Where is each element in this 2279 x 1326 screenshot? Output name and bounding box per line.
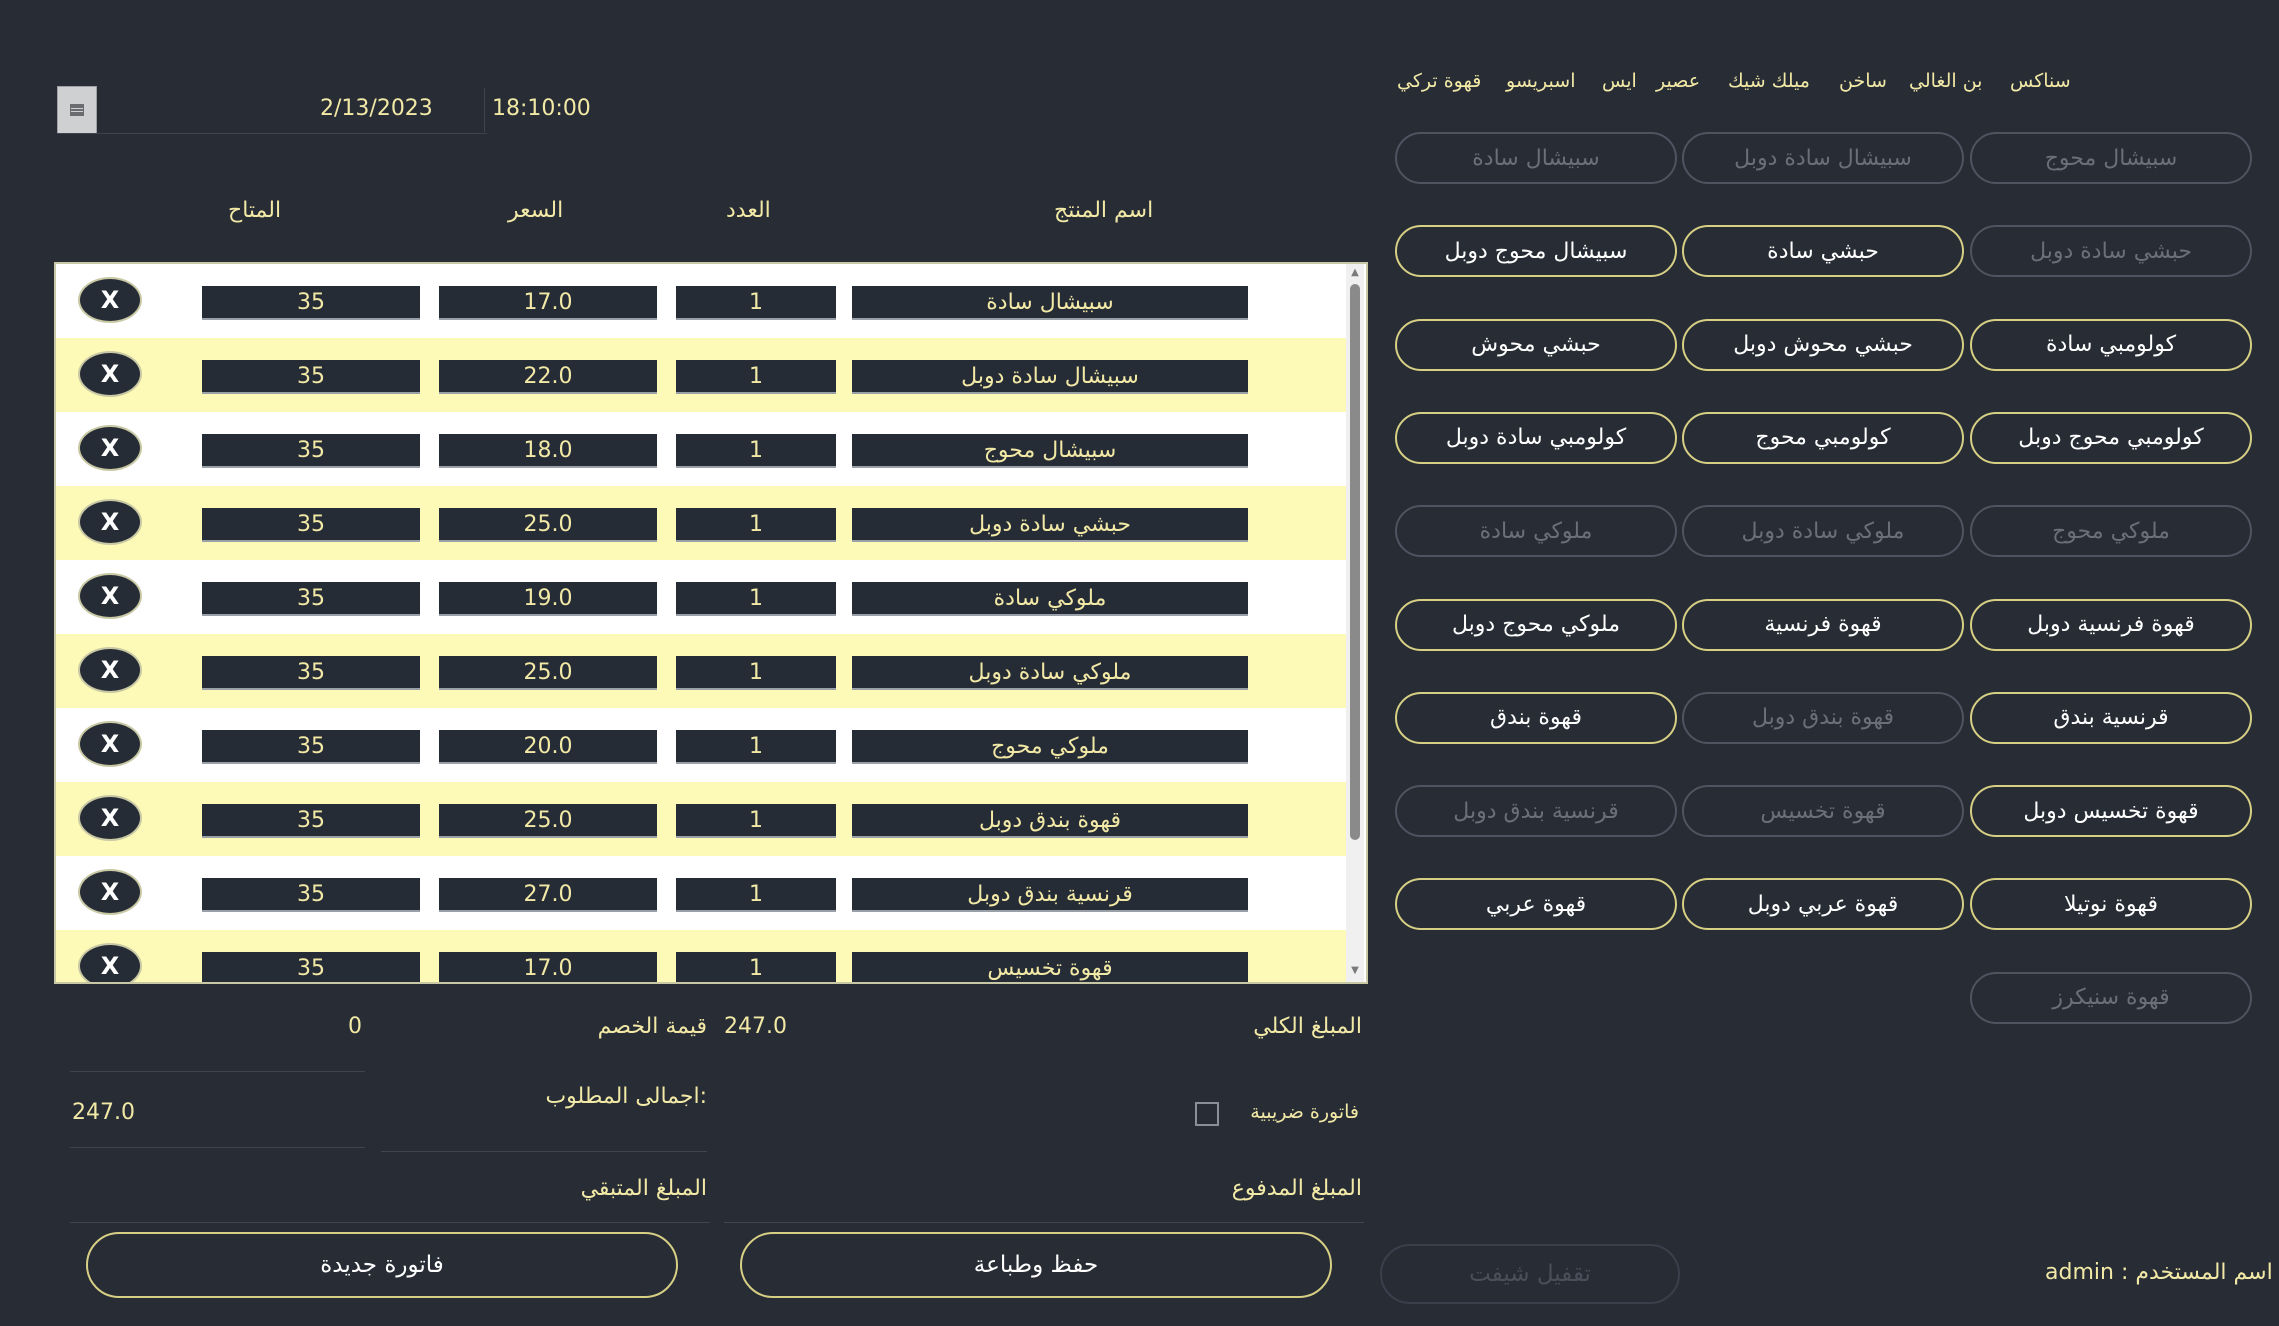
table-row <box>56 782 1346 856</box>
discount-label: قيمة الخصم <box>597 1014 707 1039</box>
price-cell: 17.0 <box>439 286 657 320</box>
price-cell: 25.0 <box>439 656 657 690</box>
price-cell: 22.0 <box>439 360 657 394</box>
remove-item-button[interactable]: X <box>78 869 142 915</box>
remove-item-button[interactable]: X <box>78 795 142 841</box>
column-header-available: المتاح <box>228 198 282 223</box>
close-shift-button[interactable]: تقفيل شيفت <box>1380 1244 1680 1304</box>
table-row <box>56 856 1346 930</box>
divider <box>484 88 485 132</box>
remove-item-button[interactable]: X <box>78 351 142 397</box>
remove-item-button[interactable]: X <box>78 277 142 323</box>
column-header-price: السعر <box>508 198 564 223</box>
product-button[interactable]: سبيشال سادة دوبل <box>1682 132 1964 184</box>
table-row <box>56 930 1346 984</box>
new-invoice-button[interactable]: فاتورة جديدة <box>86 1232 678 1298</box>
scroll-up-icon[interactable]: ▲ <box>1351 267 1359 278</box>
product-button[interactable]: قهوة تخسيس <box>1682 785 1964 837</box>
available-cell: 35 <box>202 582 420 616</box>
price-cell: 25.0 <box>439 508 657 542</box>
product-button[interactable]: قهوة نوتيلا <box>1970 878 2252 930</box>
discount-input[interactable]: 0 <box>348 1014 362 1039</box>
product-button[interactable]: قهوة فرنسية <box>1682 599 1964 651</box>
table-row <box>56 708 1346 782</box>
quantity-input[interactable]: 1 <box>676 730 836 764</box>
product-name-cell: ملوكي محوج <box>852 730 1248 764</box>
table-scrollbar[interactable] <box>1346 264 1364 982</box>
available-cell: 35 <box>202 434 420 468</box>
table-row <box>56 560 1346 634</box>
total-label: المبلغ الكلي <box>1253 1014 1362 1039</box>
available-cell: 35 <box>202 878 420 912</box>
product-button[interactable]: قرنسية بندق دوبل <box>1395 785 1677 837</box>
table-row <box>56 634 1346 708</box>
remove-item-button[interactable]: X <box>78 943 142 984</box>
product-button[interactable]: قهوة تخسيس دوبل <box>1970 785 2252 837</box>
product-button[interactable]: ملوكي سادة <box>1395 505 1677 557</box>
quantity-input[interactable]: 1 <box>676 804 836 838</box>
category-tab[interactable]: قهوة تركي <box>1397 70 1482 92</box>
product-name-cell: قرنسية بندق دوبل <box>852 878 1248 912</box>
remove-item-button[interactable]: X <box>78 499 142 545</box>
product-button[interactable]: كولومبي محوج <box>1682 412 1964 464</box>
total-value: 247.0 <box>724 1014 787 1039</box>
date-field[interactable]: 2/13/2023 <box>320 96 433 121</box>
quantity-input[interactable]: 1 <box>676 508 836 542</box>
product-button[interactable]: ملوكي سادة دوبل <box>1682 505 1964 557</box>
product-button[interactable]: قهوة عربي <box>1395 878 1677 930</box>
quantity-input[interactable]: 1 <box>676 434 836 468</box>
remove-item-button[interactable]: X <box>78 425 142 471</box>
divider <box>70 1071 365 1072</box>
available-cell: 35 <box>202 952 420 984</box>
product-button[interactable]: قهوة سنيكرز <box>1970 972 2252 1024</box>
divider <box>381 1151 707 1152</box>
table-row <box>56 264 1346 338</box>
tax-invoice-checkbox[interactable] <box>1195 1102 1219 1126</box>
available-cell: 35 <box>202 286 420 320</box>
quantity-input[interactable]: 1 <box>676 952 836 984</box>
product-button[interactable]: قهوة عربي دوبل <box>1682 878 1964 930</box>
table-row <box>56 412 1346 486</box>
remaining-label: المبلغ المتبقي <box>580 1176 707 1201</box>
category-tab[interactable]: ميلك شيك <box>1728 70 1810 92</box>
price-cell: 19.0 <box>439 582 657 616</box>
price-cell: 17.0 <box>439 952 657 984</box>
product-button[interactable]: حبشي محوش <box>1395 319 1677 371</box>
remove-item-button[interactable]: X <box>78 721 142 767</box>
product-name-cell: سبيشال سادة دوبل <box>852 360 1248 394</box>
user-info <box>2045 1260 2273 1285</box>
quantity-input[interactable]: 1 <box>676 360 836 394</box>
quantity-input[interactable]: 1 <box>676 878 836 912</box>
table-row <box>56 486 1346 560</box>
invoice-table[interactable] <box>54 262 1368 984</box>
required-value: 247.0 <box>72 1100 135 1125</box>
category-tab[interactable]: ساخن <box>1839 70 1887 92</box>
column-header-quantity: العدد <box>726 198 771 223</box>
time-field[interactable]: 18:10:00 <box>492 96 591 121</box>
product-button[interactable]: حبشي سادة دوبل <box>1970 225 2252 277</box>
product-button[interactable]: سبيشال محوج <box>1970 132 2252 184</box>
product-button[interactable]: قهوة بندق دوبل <box>1682 692 1964 744</box>
paid-input[interactable] <box>724 1222 1364 1223</box>
price-cell: 18.0 <box>439 434 657 468</box>
user-label: اسم المستخدم : <box>2120 1260 2273 1285</box>
category-tab[interactable]: سناكس <box>2010 70 2071 92</box>
required-label: اجمالى المطلوب: <box>545 1084 707 1109</box>
scroll-down-icon[interactable]: ▼ <box>1351 965 1359 976</box>
column-header-product-name: اسم المنتج <box>1054 198 1154 223</box>
category-tab[interactable]: ايس <box>1602 70 1637 92</box>
paid-label: المبلغ المدفوع <box>1231 1176 1362 1201</box>
product-button[interactable]: سبيشال محوج دوبل <box>1395 225 1677 277</box>
product-button[interactable]: سبيشال سادة <box>1395 132 1677 184</box>
available-cell: 35 <box>202 360 420 394</box>
product-button[interactable]: قرنسية بندق <box>1970 692 2252 744</box>
product-name-cell: ملوكي سادة <box>852 582 1248 616</box>
product-name-cell: قهوة بندق دوبل <box>852 804 1248 838</box>
remove-item-button[interactable]: X <box>78 647 142 693</box>
tax-invoice-label: فاتورة ضريبية <box>1250 1101 1359 1123</box>
calendar-icon <box>70 104 84 116</box>
available-cell: 35 <box>202 508 420 542</box>
price-cell: 20.0 <box>439 730 657 764</box>
save-print-button[interactable]: حفظ وطباعة <box>740 1232 1332 1298</box>
divider <box>70 1222 710 1223</box>
product-button[interactable]: كولومبي سادة <box>1970 319 2252 371</box>
divider <box>70 1147 365 1148</box>
product-button[interactable]: حبشي محوش دوبل <box>1682 319 1964 371</box>
quantity-input[interactable]: 1 <box>676 286 836 320</box>
product-button[interactable]: ملوكي محوج دوبل <box>1395 599 1677 651</box>
calendar-button[interactable] <box>57 86 97 134</box>
price-cell: 25.0 <box>439 804 657 838</box>
quantity-input[interactable]: 1 <box>676 656 836 690</box>
quantity-input[interactable]: 1 <box>676 582 836 616</box>
product-button[interactable]: حبشي سادة <box>1682 225 1964 277</box>
available-cell: 35 <box>202 730 420 764</box>
product-button[interactable]: كولومبي محوج دوبل <box>1970 412 2252 464</box>
product-name-cell: ملوكي سادة دوبل <box>852 656 1248 690</box>
divider <box>57 133 487 134</box>
category-tab[interactable]: عصير <box>1656 70 1701 92</box>
available-cell: 35 <box>202 656 420 690</box>
product-name-cell: قهوة تخسيس <box>852 952 1248 984</box>
product-name-cell: سبيشال محوج <box>852 434 1248 468</box>
available-cell: 35 <box>202 804 420 838</box>
remove-item-button[interactable]: X <box>78 573 142 619</box>
category-tab[interactable]: بن الغالي <box>1909 70 1983 92</box>
product-name-cell: سبيشال سادة <box>852 286 1248 320</box>
category-tab[interactable]: اسبريسو <box>1506 70 1576 92</box>
price-cell: 27.0 <box>439 878 657 912</box>
table-row <box>56 338 1346 412</box>
product-button[interactable]: كولومبي سادة دوبل <box>1395 412 1677 464</box>
scroll-thumb[interactable] <box>1350 284 1360 840</box>
product-button[interactable]: ملوكي محوج <box>1970 505 2252 557</box>
product-button[interactable]: قهوة فرنسية دوبل <box>1970 599 2252 651</box>
product-button[interactable]: قهوة بندق <box>1395 692 1677 744</box>
product-name-cell: حبشي سادة دوبل <box>852 508 1248 542</box>
user-name: admin <box>2045 1260 2114 1285</box>
